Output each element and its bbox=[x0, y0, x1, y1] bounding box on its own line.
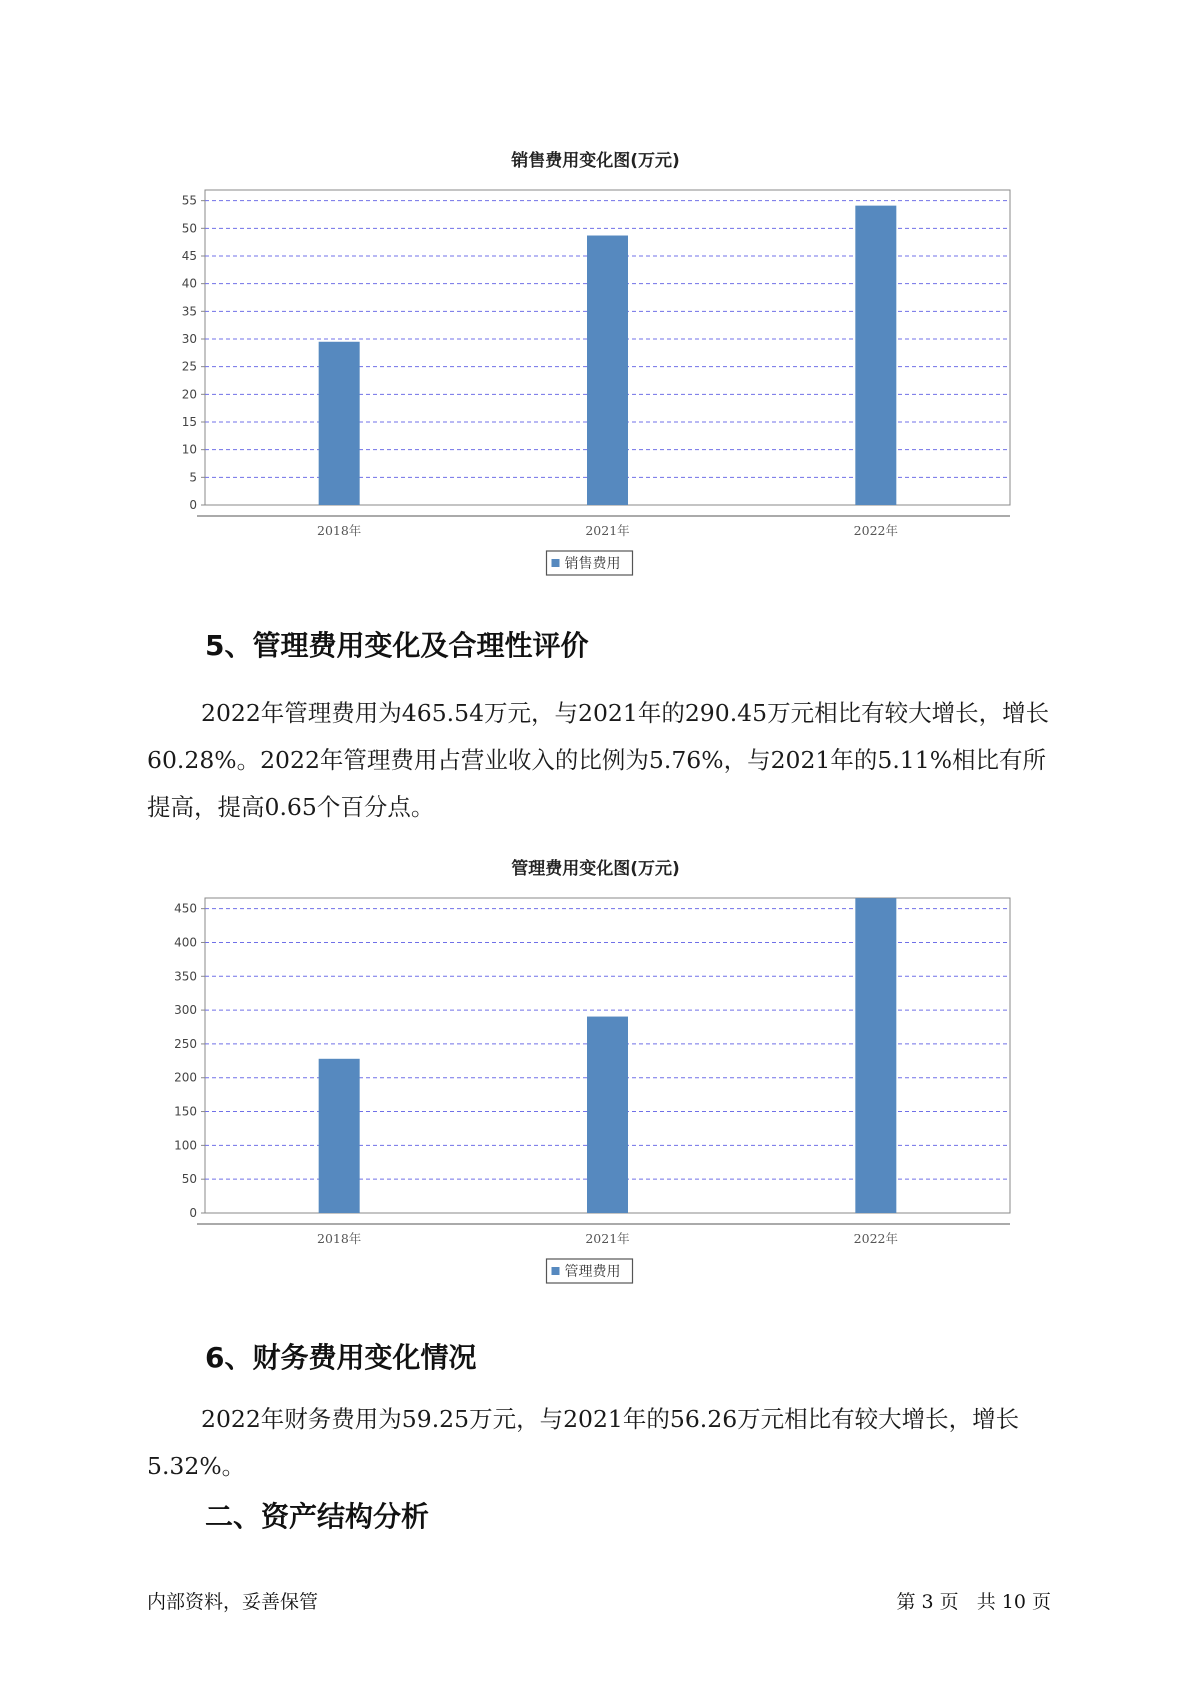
chart-0-y-tick-label: 15 bbox=[181, 414, 197, 429]
chart-0-x-tick-label: 2022年 bbox=[853, 523, 898, 538]
chart-1-y-tick-label: 50 bbox=[181, 1172, 197, 1187]
chart-0-y-tick-label: 20 bbox=[181, 387, 197, 402]
chart-0-y-tick-label: 40 bbox=[181, 276, 197, 291]
chart-0-y-tick-label: 5 bbox=[189, 470, 197, 485]
chart-1-x-tick-label: 2018年 bbox=[317, 1231, 362, 1246]
chart-0-bar bbox=[855, 206, 896, 505]
chart-0-y-tick-label: 45 bbox=[181, 248, 197, 263]
chart-1-bar bbox=[319, 1059, 360, 1213]
chart-0-y-tick-label: 30 bbox=[181, 331, 197, 346]
chart-0-legend-swatch bbox=[552, 559, 560, 567]
chart-0-bar bbox=[587, 236, 628, 505]
admin-expense-chart bbox=[150, 888, 1030, 1308]
section-6-heading: 6、财务费用变化情况 bbox=[205, 1341, 477, 1374]
chart-1-y-tick-label: 150 bbox=[174, 1104, 197, 1119]
chart-1-x-tick-label: 2021年 bbox=[585, 1231, 630, 1246]
chart-1-y-tick-label: 250 bbox=[174, 1036, 197, 1051]
chart-0-bar bbox=[319, 342, 360, 505]
chart-1-bar bbox=[855, 898, 896, 1213]
chart-0-y-tick-label: 10 bbox=[181, 442, 197, 457]
footer-confidential-note: 内部资料，妥善保管 bbox=[147, 1591, 319, 1613]
sales-chart-title: 销售费用变化图(万元) bbox=[511, 151, 680, 171]
chart-1-legend-label: 管理费用 bbox=[564, 1264, 621, 1280]
section-2-heading: 二、资产结构分析 bbox=[205, 1500, 430, 1533]
chart-1-y-tick-label: 0 bbox=[189, 1206, 197, 1220]
chart-1-y-tick-label: 350 bbox=[174, 969, 197, 984]
chart-0-y-tick-label: 55 bbox=[181, 193, 197, 208]
chart-0-y-tick-label: 50 bbox=[181, 221, 197, 236]
footer-page-number: 第 3 页 共 10 页 bbox=[896, 1591, 1051, 1613]
chart-0-x-tick-label: 2021年 bbox=[585, 523, 630, 538]
chart-1-x-tick-label: 2022年 bbox=[853, 1231, 898, 1246]
chart-1-y-tick-label: 450 bbox=[174, 901, 197, 916]
chart-1-y-tick-label: 200 bbox=[174, 1070, 197, 1085]
section-5-heading: 5、管理费用变化及合理性评价 bbox=[205, 629, 589, 662]
chart-0-legend-label: 销售费用 bbox=[564, 556, 621, 572]
section-5-paragraph: 2022年管理费用为465.54万元，与2021年的290.45万元相比有较大增长，增长60.28%。2022年管理费用占营业收入的比例为5.76%，与2021年的5.11%相比有所提高，提高0.65个百分点。 bbox=[147, 699, 1050, 821]
chart-0-x-tick-label: 2018年 bbox=[317, 523, 362, 538]
chart-0-y-tick-label: 35 bbox=[181, 304, 197, 319]
chart-0-y-tick-label: 25 bbox=[181, 359, 197, 374]
admin-chart-title: 管理费用变化图(万元) bbox=[511, 859, 680, 879]
chart-1-y-tick-label: 400 bbox=[174, 935, 197, 950]
chart-1-legend-swatch bbox=[552, 1267, 560, 1275]
sales-expense-chart bbox=[150, 180, 1030, 600]
chart-1-y-tick-label: 300 bbox=[174, 1003, 197, 1018]
chart-1-y-tick-label: 100 bbox=[174, 1138, 197, 1153]
chart-0-y-tick-label: 0 bbox=[189, 498, 197, 512]
section-6-paragraph: 2022年财务费用为59.25万元，与2021年的56.26万元相比有较大增长，增长5.32%。 bbox=[147, 1405, 1020, 1480]
chart-1-bar bbox=[587, 1017, 628, 1213]
